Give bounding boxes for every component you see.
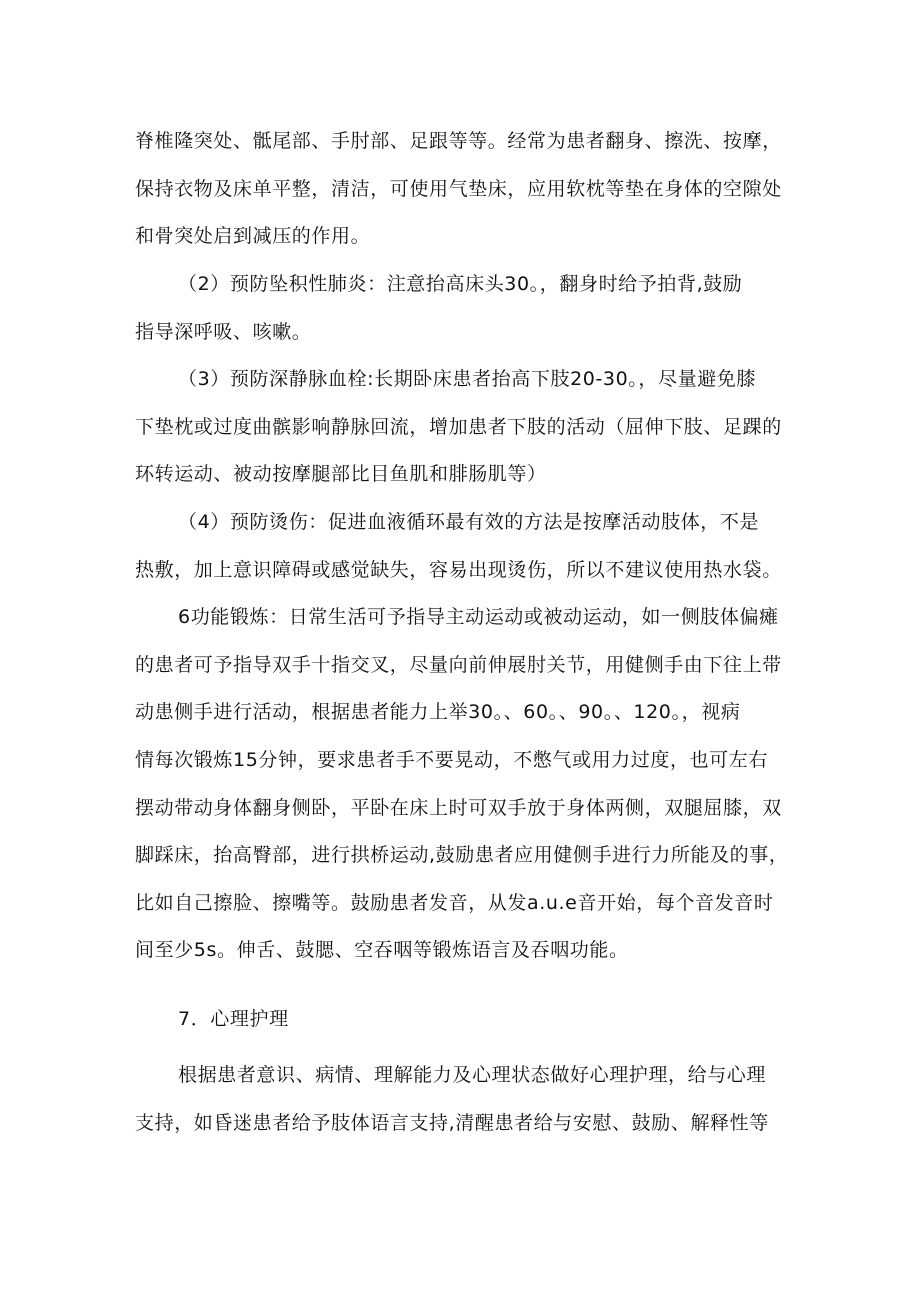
body-text-line: 脚踩床，抬高臀部，进行拱桥运动,鼓励患者应用健侧手进行力所能及的事， [135,844,789,866]
body-text-line: 动患侧手进行活动，根据患者能力上举30。、60。、90。、120。，视病 [135,701,741,723]
body-text-line: 支持，如昏迷患者给予肢体语言支持,清醒患者给与安慰、鼓励、解释性等 [135,1112,769,1134]
body-text-line: 比如自己擦脸、擦嘴等。鼓励患者发音，从发a.u.e音开始，每个音发音时 [135,892,774,914]
body-text-line: （4）预防烫伤：促进血液循环最有效的方法是按摩活动肢体，不是 [178,511,760,533]
body-text-line: 脊椎隆突处、骶尾部、手肘部、足跟等等。经常为患者翻身、擦洗、按摩， [135,130,782,152]
body-text-line: 保持衣物及床单平整，清洁，可使用气垫床，应用软枕等垫在身体的空隙处 [135,178,782,200]
body-text-line: 下垫枕或过度曲髌影响静脉回流，增加患者下肢的活动（屈伸下肢、足踝的 [135,416,782,438]
body-text-line: 指导深呼吸、咳嗽。 [135,321,312,343]
body-text-line: 情每次锻炼15分钟，要求患者手不要晃动，不憋气或用力过度，也可左右 [135,749,768,771]
body-text-line: 热敷，加上意识障碍或感觉缺失，容易出现烫伤，所以不建议使用热水袋。 [135,559,782,581]
body-text-line: 环转运动、被动按摩腿部比目鱼肌和腓肠肌等） [135,463,547,485]
body-text-line: （3）预防深静脉血栓:长期卧床患者抬高下肢20-30。，尽量避免膝 [178,368,757,390]
body-text-line: 和骨突处启到减压的作用。 [135,225,371,247]
section-heading: 7．心理护理 [178,1008,289,1030]
body-text-line: 间至少5s。伸舌、鼓腮、空吞咽等锻炼语言及吞咽功能。 [135,939,629,961]
body-text-line: 根据患者意识、病情、理解能力及心理状态做好心理护理，给与心理 [178,1064,767,1086]
body-text-line: （2）预防坠积性肺炎：注意抬高床头30。，翻身时给予拍背,鼓励 [178,273,743,295]
body-text-line: 6功能锻炼：日常生活可予指导主动运动或被动运动，如一侧肢体偏瘫 [178,606,779,628]
body-text-line: 的患者可予指导双手十指交叉，尽量向前伸展肘关节，用健侧手由下往上带 [135,654,782,676]
body-text-line: 摆动带动身体翻身侧卧，平卧在床上时可双手放于身体两侧，双腿屈膝，双 [135,797,782,819]
